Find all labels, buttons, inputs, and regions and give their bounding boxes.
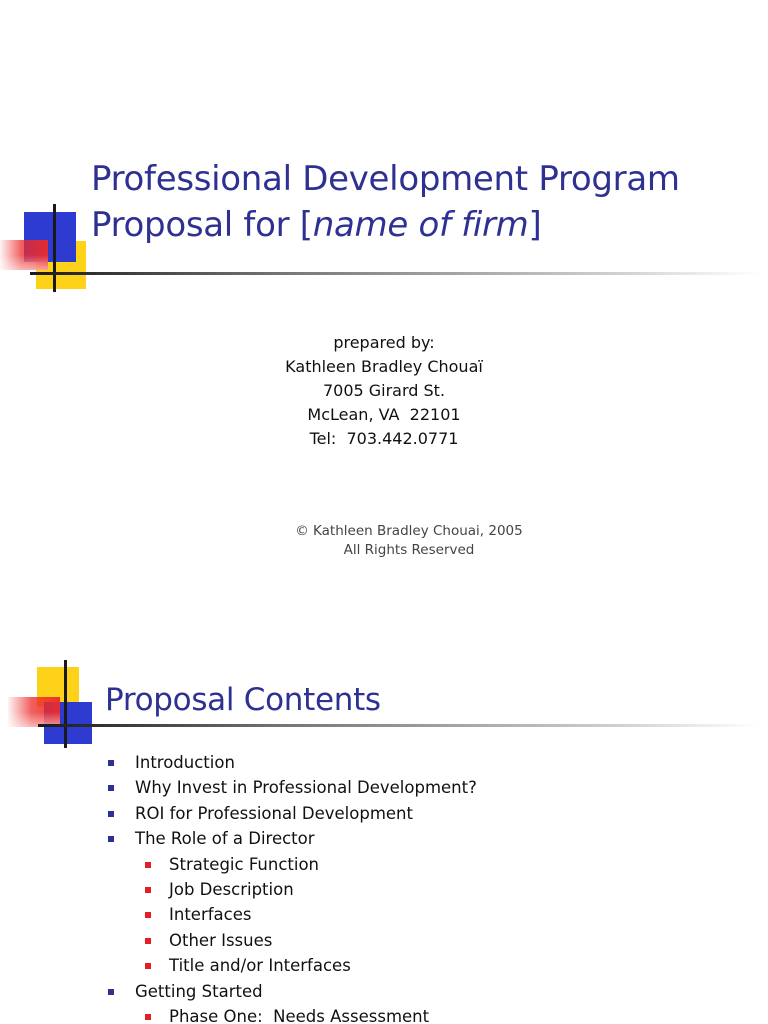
deco-vertical-rule (53, 204, 56, 292)
red-bullet-icon (145, 963, 151, 969)
blue-bullet-icon (108, 811, 114, 817)
list-item-text: Interfaces (169, 905, 252, 925)
title-placeholder: name of firm (312, 205, 529, 245)
page-title (91, 156, 680, 248)
red-bullet-icon (145, 862, 151, 868)
title-line-2 (91, 202, 680, 248)
copyright-line: © Kathleen Bradley Chouai, 2005 (295, 523, 523, 539)
list-item-text: Why Invest in Professional Development? (135, 778, 477, 798)
title-underline (30, 272, 760, 275)
contents-list (0, 750, 768, 1024)
contents-title: Proposal Contents (105, 682, 381, 718)
title-underline (38, 724, 760, 727)
deco-vertical-rule (64, 660, 67, 748)
sub-list-item (0, 877, 768, 902)
list-item-text: Other Issues (169, 930, 273, 950)
author-name: Kathleen Bradley Chouaï (285, 357, 483, 376)
list-item-text: The Role of a Director (135, 829, 315, 849)
address-street: 7005 Girard St. (322, 381, 446, 400)
list-item (0, 979, 768, 1004)
list-item (0, 775, 768, 800)
sub-list-item (0, 928, 768, 953)
sub-list-item (0, 902, 768, 927)
list-item (0, 750, 768, 775)
list-item-text: Title and/or Interfaces (169, 956, 351, 976)
red-bullet-icon (145, 912, 151, 918)
address-city: McLean, VA 22101 (307, 405, 461, 424)
red-bullet-icon (145, 887, 151, 893)
slide1-decoration (0, 0, 768, 300)
title-prefix: Proposal for [ (91, 205, 313, 245)
rights-reserved: All Rights Reserved (343, 542, 475, 558)
list-item (0, 801, 768, 826)
red-bullet-icon (145, 1014, 151, 1020)
phone-number: Tel: 703.442.0771 (309, 429, 459, 448)
list-item-text: Job Description (169, 880, 294, 900)
prepared-by-label: prepared by: (333, 333, 435, 352)
blue-bullet-icon (108, 989, 114, 995)
sub-list-item (0, 953, 768, 978)
sub-list-item (0, 852, 768, 877)
list-item-text: ROI for Professional Development (135, 803, 413, 823)
sub-list-item (0, 1004, 768, 1024)
copyright-notice (212, 522, 606, 560)
title-line-1: Professional Development Program (91, 159, 680, 199)
list-item-text: Getting Started (135, 981, 263, 1001)
red-bullet-icon (145, 938, 151, 944)
blue-bullet-icon (108, 760, 114, 766)
contents-slide (0, 640, 768, 1024)
blue-bullet-icon (108, 785, 114, 791)
list-item-text: Phase One: Needs Assessment (169, 1007, 430, 1024)
title-suffix: ] (528, 205, 542, 245)
blue-bullet-icon (108, 836, 114, 842)
author-block (0, 331, 768, 451)
list-item (0, 826, 768, 851)
list-item-text: Introduction (135, 753, 235, 772)
list-item-text: Strategic Function (169, 854, 320, 874)
